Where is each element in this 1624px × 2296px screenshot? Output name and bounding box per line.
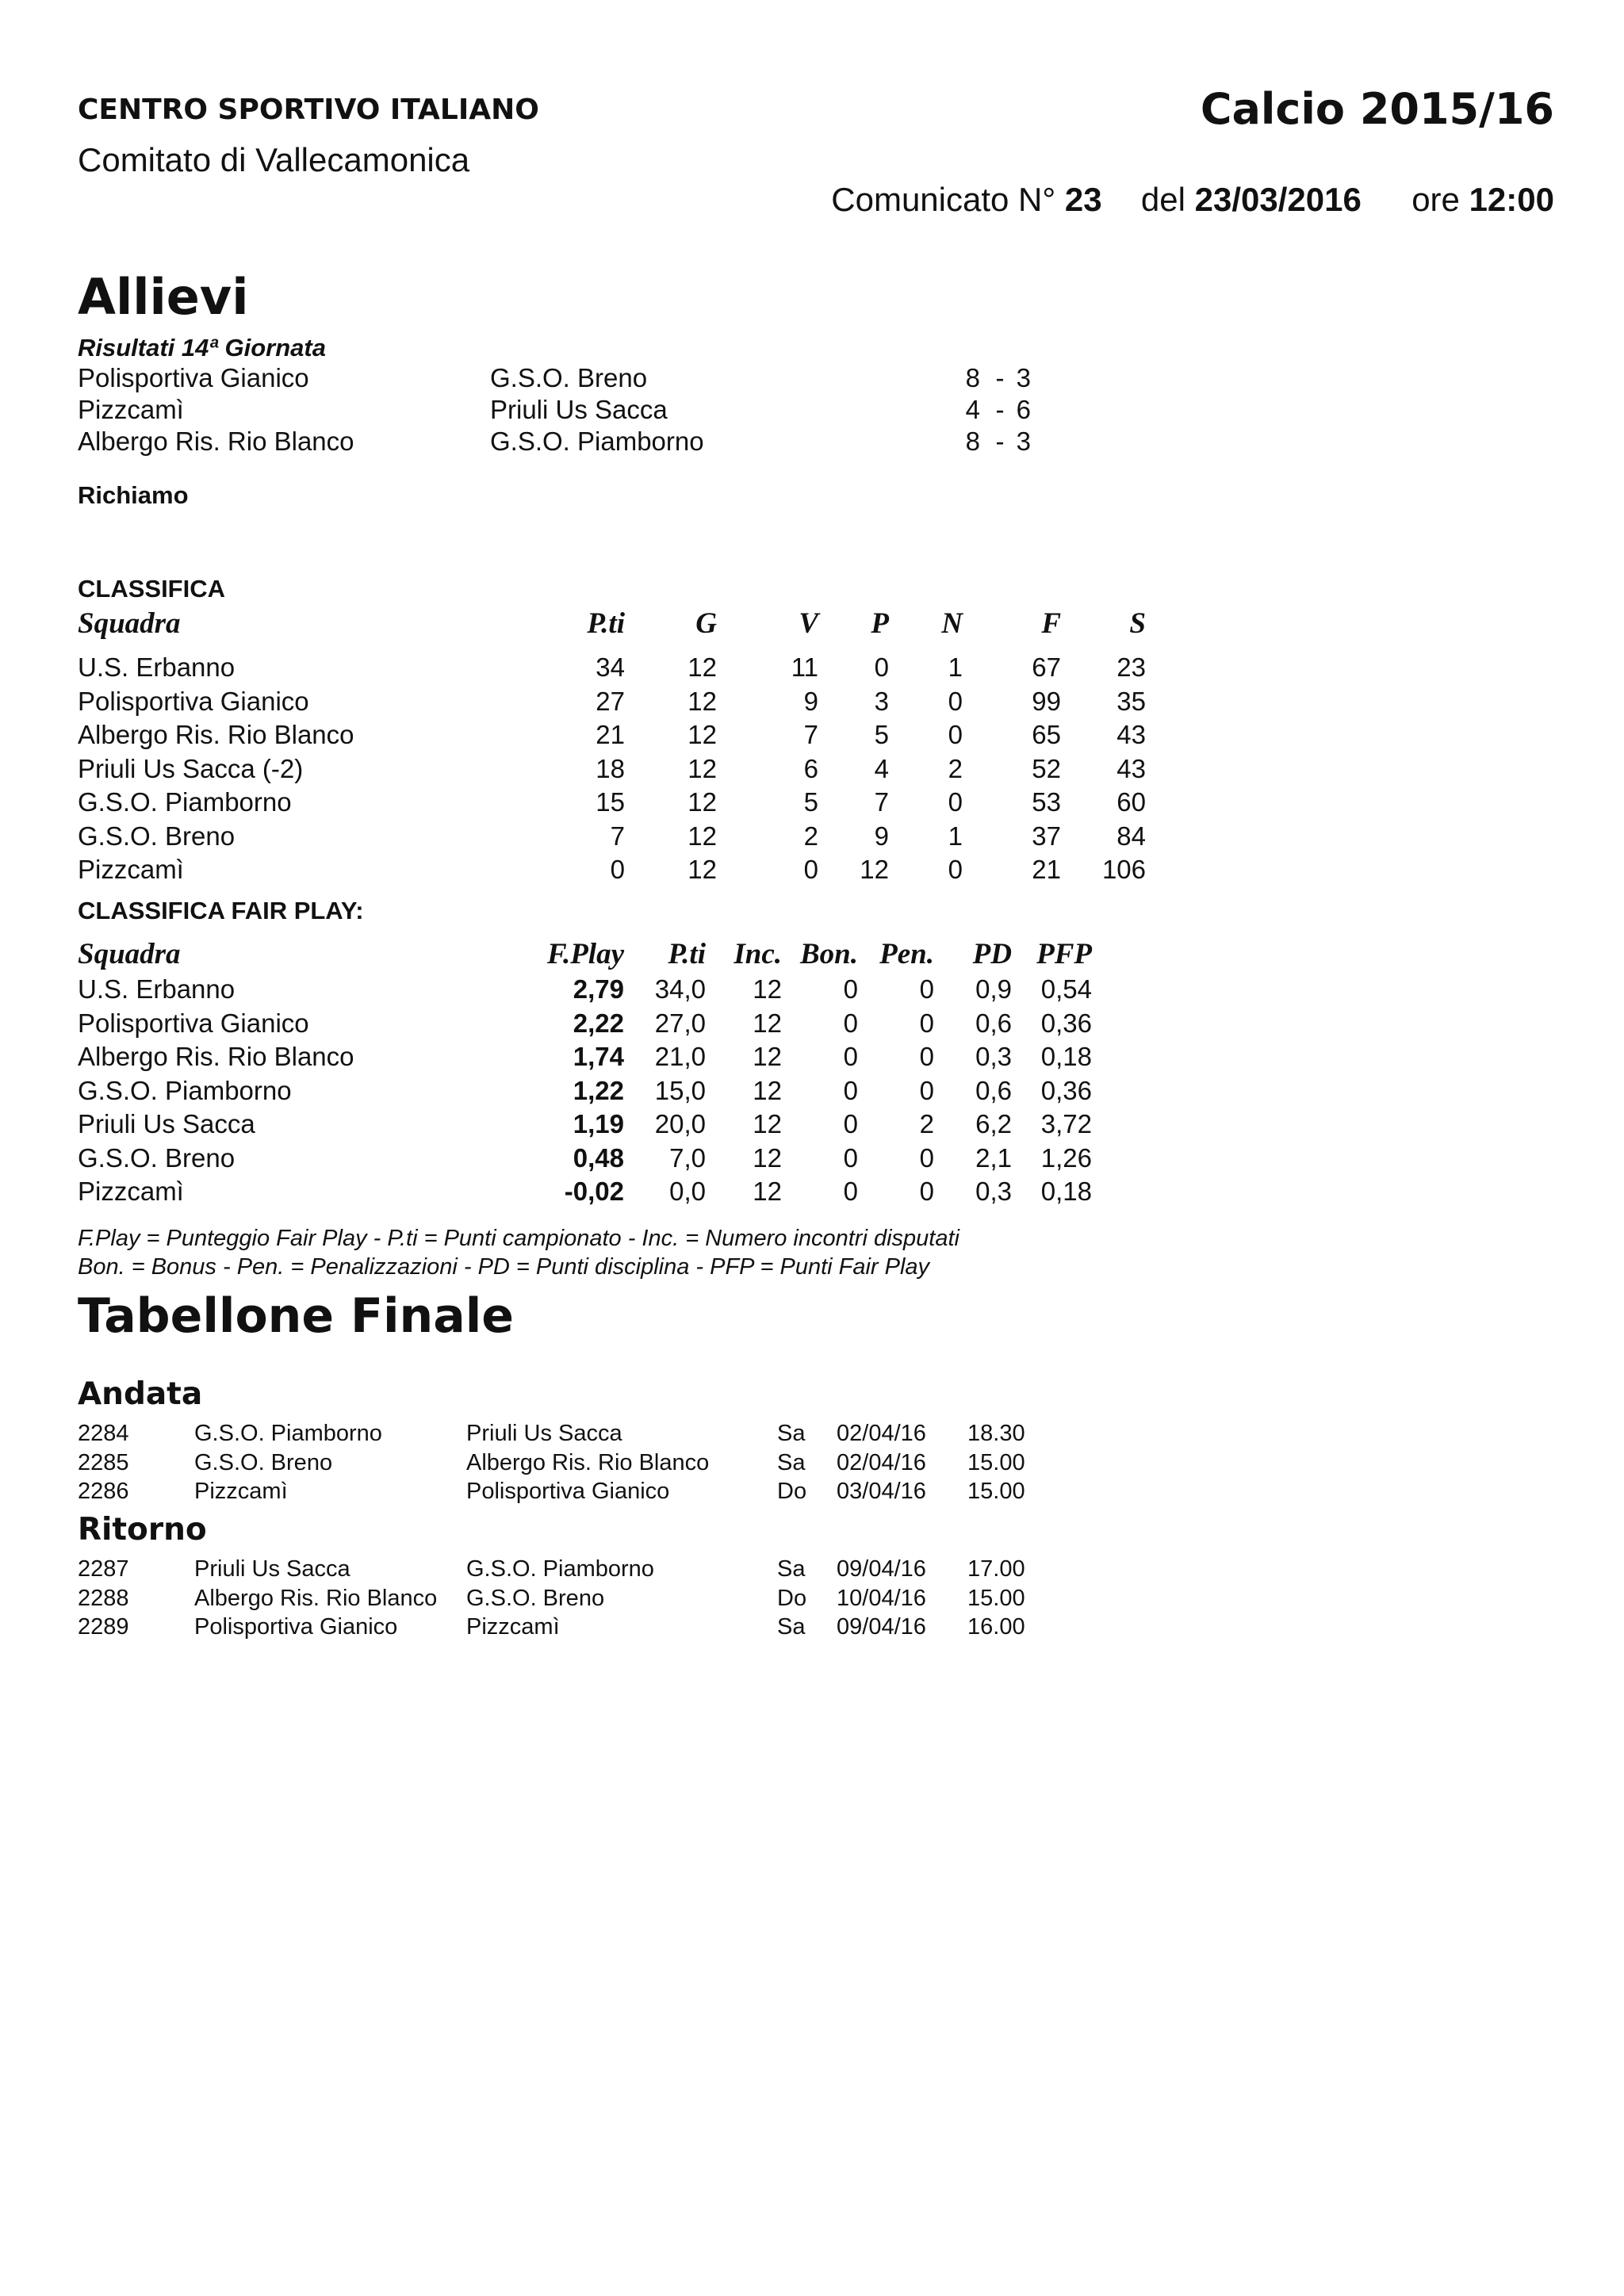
away-score: 3	[1016, 427, 1031, 456]
result-row	[0, 395, 1624, 428]
comunicato-time: 12:00	[1469, 181, 1554, 218]
score-separator: -	[995, 427, 1005, 456]
comunicato-line	[831, 181, 1554, 219]
fairplay-cell: 0,18	[1040, 1042, 1092, 1071]
fairplay-cell: 27,0	[654, 1008, 706, 1038]
match-time: 15.00	[967, 1449, 1025, 1475]
fairplay-cell: 0	[843, 1075, 858, 1105]
standings-cell: 2	[803, 821, 818, 851]
standings-cell: 18	[596, 753, 625, 783]
standings-header-cell: P.ti	[587, 607, 625, 640]
standings-row	[0, 754, 1624, 787]
richiamo-label: Richiamo	[78, 481, 189, 509]
standings-row	[0, 687, 1624, 720]
standings-cell: 0	[874, 652, 889, 682]
standings-cell: 53	[1032, 787, 1061, 817]
standings-row	[0, 855, 1624, 888]
fairplay-cell: 2	[919, 1109, 934, 1138]
team-name: Pizzcamì	[78, 855, 184, 884]
match-number: 2285	[78, 1449, 129, 1475]
fairplay-header-cell: Inc.	[733, 938, 782, 970]
comunicato-number: 23	[1064, 181, 1102, 218]
standings-cell: 5	[874, 720, 889, 749]
team-name: U.S. Erbanno	[78, 652, 236, 682]
fairplay-cell: 0	[919, 1042, 934, 1071]
fairplay-score: 1,22	[573, 1075, 624, 1105]
results-title: Risultati 14ª Giornata	[78, 334, 326, 362]
fairplay-row	[0, 1109, 1624, 1142]
team-name: G.S.O. Piamborno	[78, 1075, 292, 1105]
fairplay-header-cell: Pen.	[879, 938, 934, 970]
fairplay-cell: 12	[753, 1177, 782, 1206]
away-team: G.S.O. Piamborno	[490, 427, 704, 456]
standings-cell: 7	[874, 787, 889, 817]
home-team: Pizzcamì	[78, 395, 184, 424]
match-day: Do	[777, 1585, 807, 1611]
home-team: Pizzcamì	[194, 1479, 288, 1504]
fairplay-header-cell: P.ti	[668, 938, 706, 970]
standings-header-cell: N	[941, 607, 963, 640]
team-name: G.S.O. Piamborno	[78, 787, 292, 817]
fairplay-score: 1,74	[573, 1042, 624, 1071]
ritorno-title: Ritorno	[78, 1512, 207, 1548]
fairplay-row	[0, 1143, 1624, 1177]
home-team: Albergo Ris. Rio Blanco	[78, 427, 354, 456]
match-day: Sa	[777, 1449, 806, 1475]
away-team: G.S.O. Breno	[466, 1585, 605, 1611]
result-row	[0, 427, 1624, 460]
away-team: G.S.O. Piamborno	[466, 1556, 654, 1582]
match-day: Sa	[777, 1421, 806, 1446]
standings-header-cell: V	[799, 607, 818, 640]
fairplay-row	[0, 1177, 1624, 1210]
home-team: G.S.O. Piamborno	[194, 1421, 382, 1446]
team-name: Priuli Us Sacca	[78, 1109, 255, 1138]
comunicato-date: 23/03/2016	[1194, 181, 1362, 218]
season-title: Calcio 2015/16	[1200, 84, 1554, 134]
fairplay-cell: 0,0	[669, 1177, 706, 1206]
match-number: 2284	[78, 1421, 129, 1446]
ore-label: ore	[1411, 181, 1460, 218]
fairplay-cell: 12	[753, 1109, 782, 1138]
standings-cell: 106	[1101, 855, 1146, 884]
standings-cell: 2	[948, 753, 963, 783]
standings-header-cell: F	[1041, 607, 1061, 640]
standings-cell: 12	[688, 720, 717, 749]
standings-cell: 7	[610, 821, 625, 851]
team-name: G.S.O. Breno	[78, 1142, 236, 1173]
fairplay-cell: 3,72	[1040, 1109, 1092, 1138]
match-number: 2288	[78, 1585, 129, 1611]
standings-cell: 12	[688, 855, 717, 884]
standings-cell: 21	[1032, 855, 1061, 884]
fairplay-cell: 0	[919, 1142, 934, 1173]
fairplay-cell: 0,6	[975, 1075, 1012, 1105]
standings-cell: 5	[803, 787, 818, 817]
fairplay-header-row	[0, 937, 1624, 970]
standings-row	[0, 720, 1624, 753]
fairplay-cell: 7,0	[669, 1142, 706, 1173]
fairplay-cell: 0	[919, 1177, 934, 1206]
away-team: Priuli Us Sacca	[466, 1421, 622, 1446]
fairplay-cell: 12	[753, 1075, 782, 1105]
fairplay-header-cell: F.Play	[547, 938, 624, 970]
standings-header-cell: P	[871, 607, 889, 640]
match-date: 02/04/16	[837, 1449, 926, 1475]
standings-cell: 52	[1032, 753, 1061, 783]
standings-cell: 43	[1116, 720, 1146, 749]
match-number: 2286	[78, 1479, 129, 1504]
standings-cell: 7	[803, 720, 818, 749]
standings-row	[0, 821, 1624, 855]
standings-cell: 0	[948, 720, 963, 749]
match-day: Do	[777, 1479, 807, 1504]
standings-cell: 43	[1116, 753, 1146, 783]
away-score: 3	[1016, 363, 1031, 392]
standings-header-row	[0, 607, 1624, 640]
fairplay-cell: 6,2	[975, 1109, 1012, 1138]
team-name: Albergo Ris. Rio Blanco	[78, 1042, 354, 1071]
standings-cell: 65	[1032, 720, 1061, 749]
fairplay-cell: 0	[919, 1008, 934, 1038]
fairplay-header-cell: Bon.	[799, 938, 858, 970]
fairplay-header-cell: Squadra	[78, 938, 181, 970]
standings-cell: 0	[610, 855, 625, 884]
home-team: Polisportiva Gianico	[78, 363, 309, 392]
match-day: Sa	[777, 1614, 806, 1640]
fairplay-cell: 0,3	[975, 1042, 1012, 1071]
home-score: 4	[965, 395, 980, 424]
committee-name: Comitato di Vallecamonica	[78, 141, 470, 178]
fairplay-score: 0,48	[573, 1142, 624, 1173]
standings-cell: 0	[803, 855, 818, 884]
final-bracket-title: Tabellone Finale	[78, 1288, 514, 1344]
home-team: Polisportiva Gianico	[194, 1614, 398, 1640]
fairplay-cell: 0,9	[975, 974, 1012, 1004]
standings-cell: 34	[596, 652, 625, 682]
standings-cell: 27	[596, 686, 625, 716]
fairplay-cell: 0	[843, 974, 858, 1004]
standings-cell: 12	[688, 652, 717, 682]
match-number: 2287	[78, 1556, 129, 1582]
away-team: Priuli Us Sacca	[490, 395, 668, 424]
home-team: Priuli Us Sacca	[194, 1556, 350, 1582]
standings-cell: 12	[688, 753, 717, 783]
fairplay-cell: 0	[843, 1042, 858, 1071]
standings-cell: 0	[948, 686, 963, 716]
standings-cell: 9	[803, 686, 818, 716]
match-date: 09/04/16	[837, 1614, 926, 1640]
standings-cell: 11	[791, 652, 818, 682]
fairplay-cell: 2,1	[975, 1142, 1012, 1173]
standings-cell: 23	[1116, 652, 1146, 682]
standings-header-cell: S	[1129, 607, 1146, 640]
fairplay-cell: 1,26	[1040, 1142, 1092, 1173]
fairplay-cell: 15,0	[654, 1075, 706, 1105]
fairplay-cell: 0,3	[975, 1177, 1012, 1206]
standings-cell: 3	[874, 686, 889, 716]
away-score: 6	[1016, 395, 1031, 424]
fairplay-header-cell: PD	[972, 938, 1012, 970]
match-day: Sa	[777, 1556, 806, 1582]
standings-row	[0, 652, 1624, 686]
team-name: Polisportiva Gianico	[78, 686, 309, 716]
standings-cell: 12	[688, 787, 717, 817]
fairplay-cell: 20,0	[654, 1109, 706, 1138]
fairplay-cell: 0	[843, 1177, 858, 1206]
standings-cell: 12	[688, 686, 717, 716]
fairplay-cell: 0,54	[1040, 974, 1092, 1004]
standings-cell: 1	[948, 821, 963, 851]
fairplay-score: 2,79	[573, 974, 624, 1004]
team-name: Pizzcamì	[78, 1177, 184, 1206]
standings-cell: 9	[874, 821, 889, 851]
team-name: U.S. Erbanno	[78, 974, 236, 1004]
match-date: 09/04/16	[837, 1556, 926, 1582]
andata-title: Andata	[78, 1376, 203, 1412]
team-name: Albergo Ris. Rio Blanco	[78, 720, 354, 749]
home-team: G.S.O. Breno	[194, 1449, 333, 1475]
away-team: Albergo Ris. Rio Blanco	[466, 1449, 710, 1475]
fairplay-score: 1,19	[573, 1109, 624, 1138]
score-separator: -	[995, 395, 1005, 424]
fairplay-cell: 0,36	[1040, 1008, 1092, 1038]
standings-cell: 99	[1032, 686, 1061, 716]
score-separator: -	[995, 363, 1005, 392]
standings-cell: 1	[948, 652, 963, 682]
fairplay-row	[0, 1042, 1624, 1075]
fairplay-score: 2,22	[573, 1008, 624, 1038]
standings-row	[0, 787, 1624, 821]
standings-cell: 0	[948, 855, 963, 884]
standings-cell: 60	[1116, 787, 1146, 817]
category-title: Allievi	[78, 268, 249, 326]
fairplay-row	[0, 1076, 1624, 1109]
standings-cell: 84	[1116, 821, 1146, 851]
away-team: Polisportiva Gianico	[466, 1479, 670, 1504]
standings-header-cell: G	[695, 607, 717, 640]
fairplay-score: -0,02	[564, 1177, 624, 1206]
fairplay-cell: 21,0	[654, 1042, 706, 1071]
standings-title: CLASSIFICA	[78, 575, 225, 603]
fairplay-title: CLASSIFICA FAIR PLAY:	[78, 897, 364, 924]
match-time: 15.00	[967, 1479, 1025, 1504]
home-score: 8	[965, 427, 980, 456]
fairplay-cell: 12	[753, 1008, 782, 1038]
fairplay-cell: 0	[843, 1109, 858, 1138]
match-time: 15.00	[967, 1585, 1025, 1611]
standings-cell: 37	[1032, 821, 1061, 851]
fairplay-cell: 0,36	[1040, 1075, 1092, 1105]
fairplay-header-cell: PFP	[1036, 938, 1092, 970]
del-label: del	[1140, 181, 1185, 218]
fairplay-cell: 34,0	[654, 974, 706, 1004]
standings-cell: 12	[860, 855, 889, 884]
away-team: Pizzcamì	[466, 1614, 560, 1640]
fairplay-row	[0, 1008, 1624, 1042]
fairplay-cell: 0	[843, 1008, 858, 1038]
standings-cell: 0	[948, 787, 963, 817]
team-name: G.S.O. Breno	[78, 821, 236, 851]
fairplay-legend-line-1: F.Play = Punteggio Fair Play - P.ti = Punti campionato - Inc. = Numero incontri disputati	[78, 1226, 959, 1251]
team-name: Polisportiva Gianico	[78, 1008, 309, 1038]
match-number: 2289	[78, 1614, 129, 1640]
fairplay-cell: 12	[753, 1142, 782, 1173]
standings-cell: 67	[1032, 652, 1061, 682]
fairplay-cell: 0,6	[975, 1008, 1012, 1038]
fairplay-cell: 12	[753, 974, 782, 1004]
standings-cell: 12	[688, 821, 717, 851]
fairplay-cell: 0	[919, 974, 934, 1004]
fairplay-legend-line-2: Bon. = Bonus - Pen. = Penalizzazioni - PD = Punti disciplina - PFP = Punti Fair Play	[78, 1254, 930, 1280]
fairplay-cell: 0	[843, 1142, 858, 1173]
standings-cell: 15	[596, 787, 625, 817]
result-row	[0, 363, 1624, 396]
standings-cell: 21	[596, 720, 625, 749]
standings-cell: 6	[803, 753, 818, 783]
standings-cell: 35	[1116, 686, 1146, 716]
fairplay-row	[0, 974, 1624, 1008]
match-date: 02/04/16	[837, 1421, 926, 1446]
team-name: Priuli Us Sacca (-2)	[78, 753, 304, 783]
comunicato-label: Comunicato N°	[831, 181, 1056, 218]
standings-header-cell: Squadra	[78, 607, 181, 640]
match-date: 03/04/16	[837, 1479, 926, 1504]
ritorno-match-row	[0, 1614, 1624, 1647]
fairplay-cell: 0	[919, 1075, 934, 1105]
away-team: G.S.O. Breno	[490, 363, 648, 392]
fairplay-cell: 0,18	[1040, 1177, 1092, 1206]
match-date: 10/04/16	[837, 1585, 926, 1611]
andata-match-row	[0, 1479, 1624, 1512]
standings-cell: 4	[874, 753, 889, 783]
org-name: CENTRO SPORTIVO ITALIANO	[78, 94, 539, 126]
home-team: Albergo Ris. Rio Blanco	[194, 1585, 438, 1611]
fairplay-cell: 12	[753, 1042, 782, 1071]
match-time: 16.00	[967, 1614, 1025, 1640]
match-time: 18.30	[967, 1421, 1025, 1446]
match-time: 17.00	[967, 1556, 1025, 1582]
home-score: 8	[965, 363, 980, 392]
